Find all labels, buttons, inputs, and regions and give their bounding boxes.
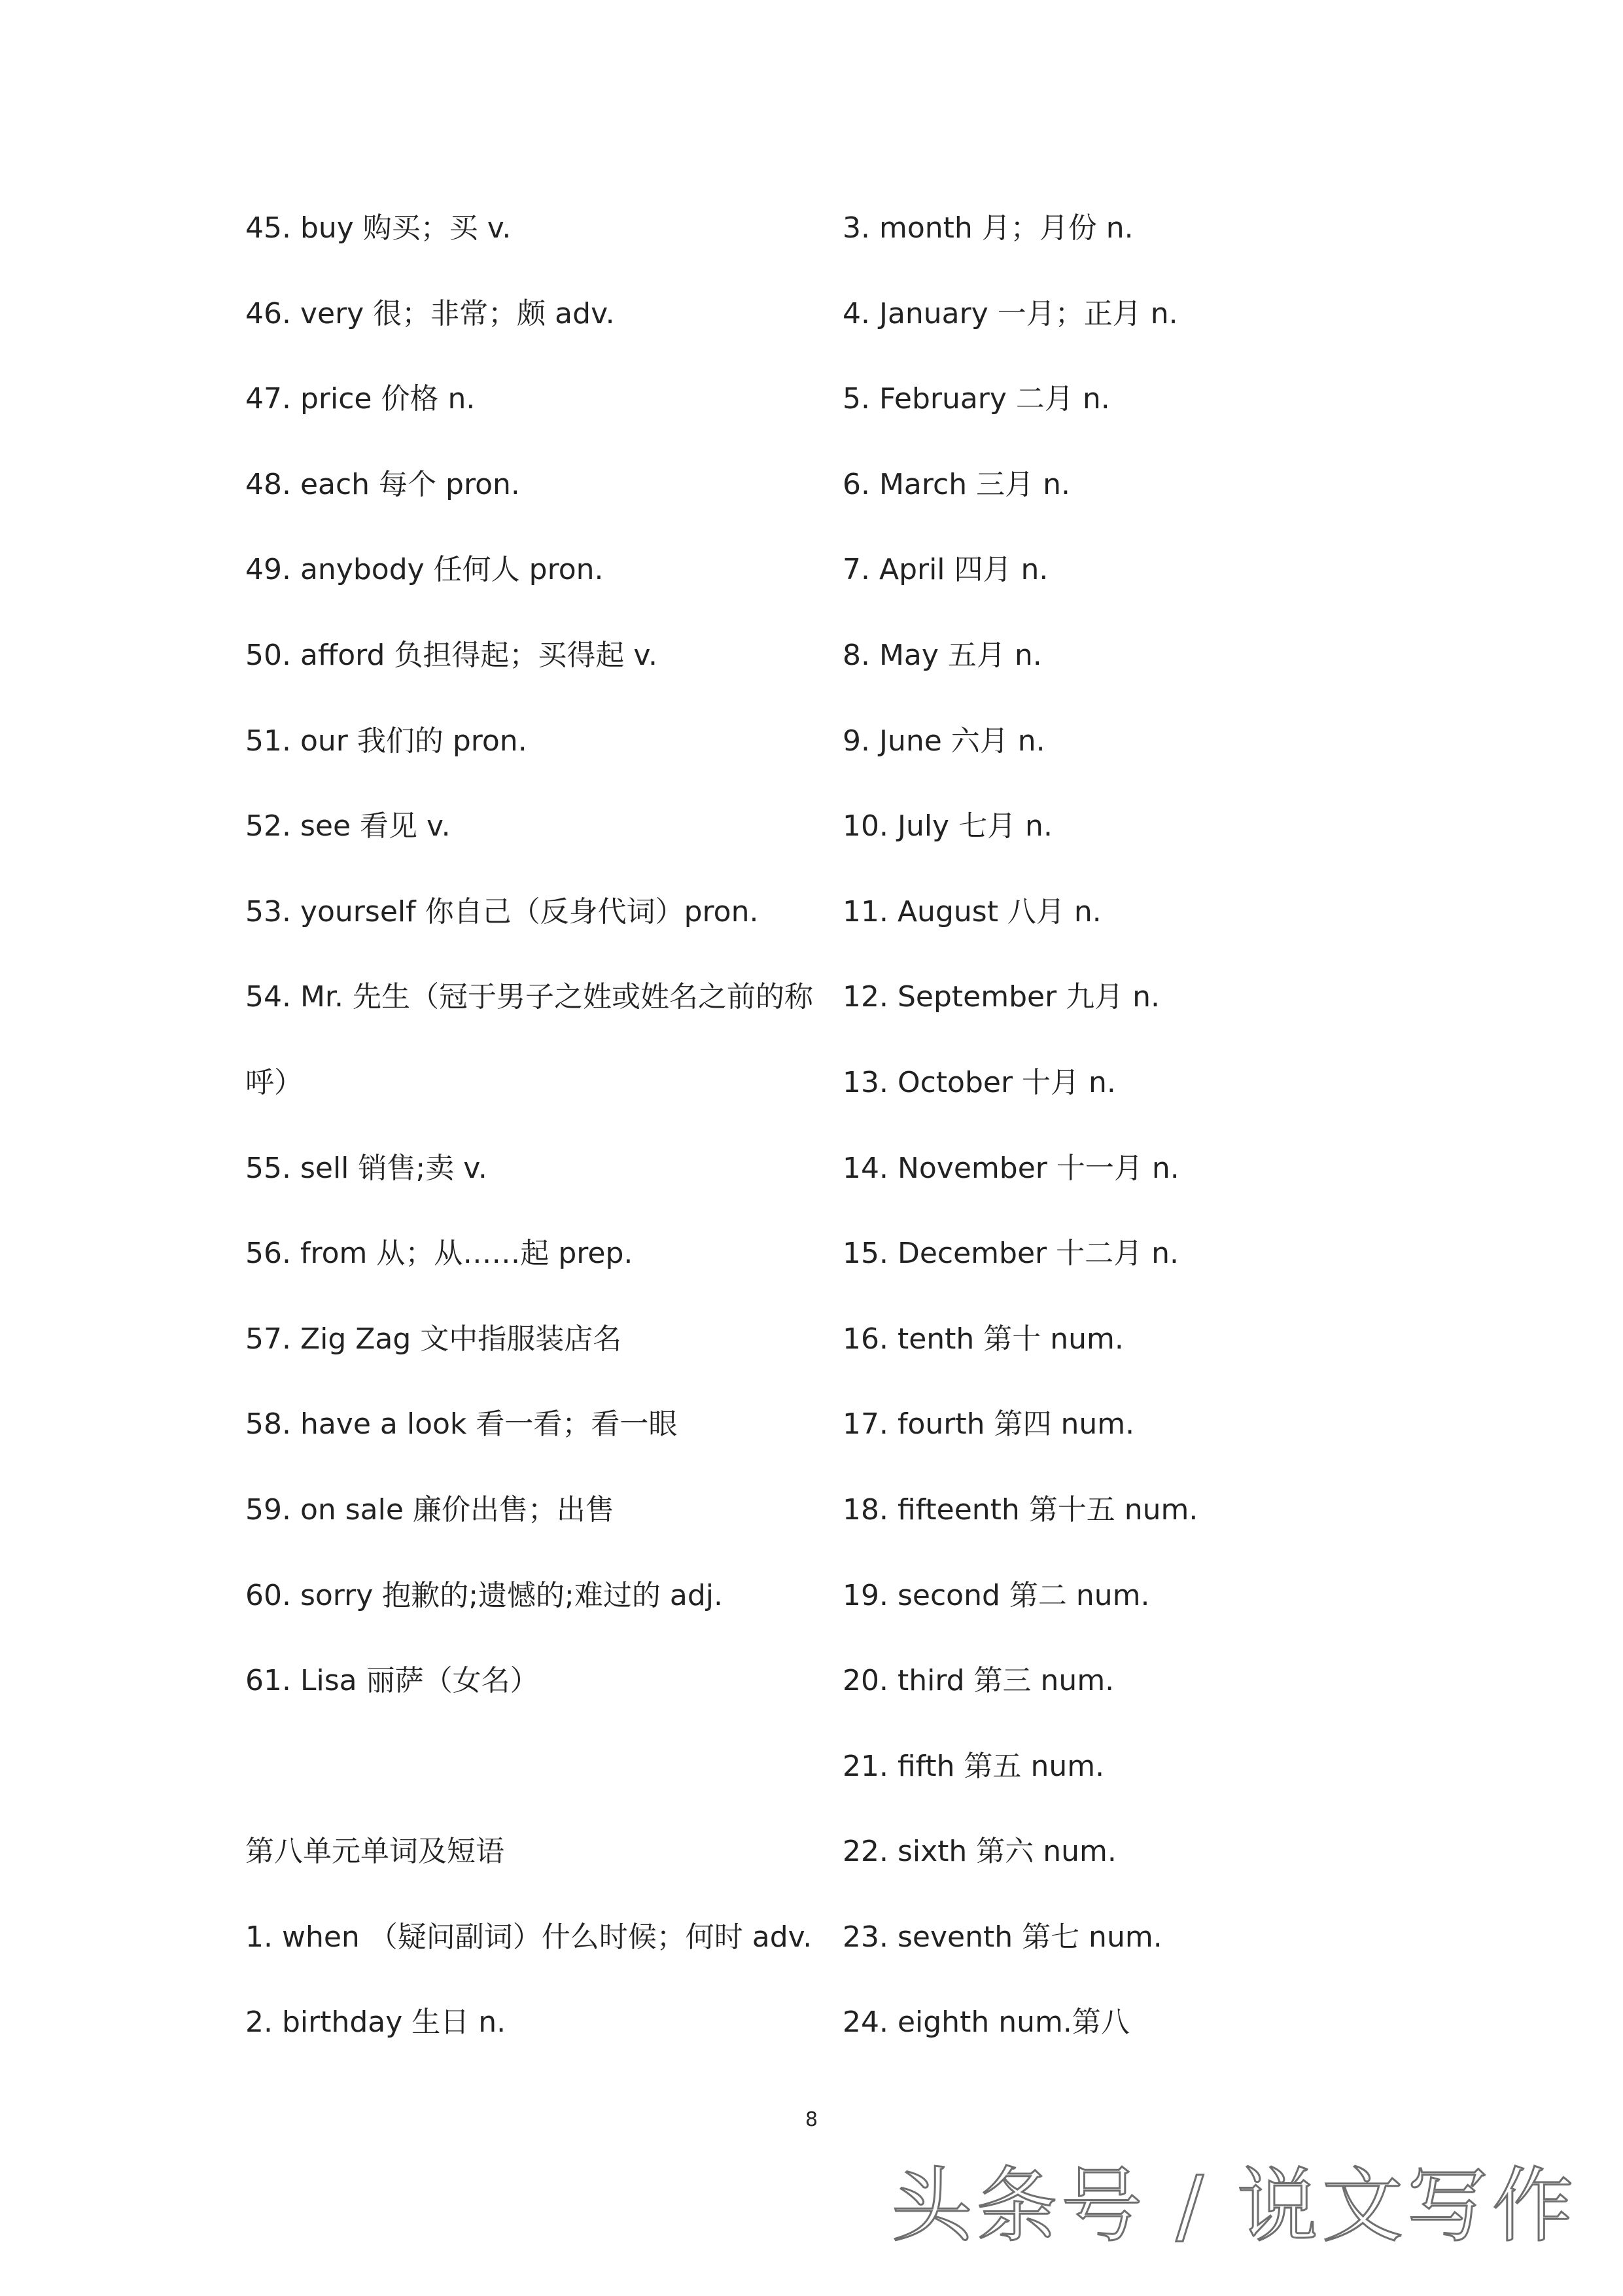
vocab-line: 20. third 第三 num. <box>843 1664 1115 1698</box>
vocab-line: 60. sorry 抱歉的;遗憾的;难过的 adj. <box>245 1578 723 1612</box>
vocab-line: 23. seventh 第七 num. <box>843 1920 1162 1954</box>
vocab-line: 4. January 一月；正月 n. <box>843 296 1178 330</box>
vocab-line: 14. November 十一月 n. <box>843 1151 1179 1185</box>
vocab-line: 59. on sale 廉价出售；出售 <box>245 1492 614 1527</box>
vocab-line: 47. price 价格 n. <box>245 382 476 416</box>
vocab-line: 1. when （疑问副词）什么时候；何时 adv. <box>245 1920 812 1954</box>
vocab-line: 56. from 从；从……起 prep. <box>245 1237 633 1271</box>
vocab-line: 12. September 九月 n. <box>843 980 1161 1014</box>
vocab-line: 11. August 八月 n. <box>843 894 1102 928</box>
vocab-line: 2. birthday 生日 n. <box>245 2005 506 2040</box>
blank-line <box>245 1752 808 1838</box>
vocab-line: 55. sell 销售;卖 v. <box>245 1151 487 1185</box>
vocab-line: 6. March 三月 n. <box>843 467 1070 501</box>
vocab-line: 5. February 二月 n. <box>843 382 1110 416</box>
vocab-line: 16. tenth 第十 num. <box>843 1322 1124 1356</box>
vocab-line: 3. month 月；月份 n. <box>843 211 1134 245</box>
vocab-line: 18. fifteenth 第十五 num. <box>843 1492 1198 1527</box>
vocab-line: 13. October 十月 n. <box>843 1065 1116 1099</box>
section-heading: 第八单元单词及短语 <box>245 1835 504 1869</box>
vocab-line-continued: 呼） <box>245 1065 303 1099</box>
vocab-line: 53. yourself 你自己（反身代词）pron. <box>245 894 759 928</box>
vocab-line: 19. second 第二 num. <box>843 1578 1150 1612</box>
vocab-line: 49. anybody 任何人 pron. <box>245 553 604 587</box>
vocab-line: 48. each 每个 pron. <box>245 467 520 501</box>
vocab-line: 7. April 四月 n. <box>843 553 1049 587</box>
vocab-line: 9. June 六月 n. <box>843 724 1045 758</box>
vocab-line: 45. buy 购买；买 v. <box>245 211 512 245</box>
vocab-line: 58. have a look 看一看；看一眼 <box>245 1407 678 1441</box>
vocab-line: 46. very 很；非常；颇 adv. <box>245 296 615 330</box>
vocab-line: 61. Lisa 丽萨（女名） <box>245 1664 539 1698</box>
vocab-line: 54. Mr. 先生（冠于男子之姓或姓名之前的称 <box>245 980 813 1014</box>
watermark: 头条号 / 说文写作 <box>891 2159 1577 2253</box>
vocab-line: 22. sixth 第六 num. <box>843 1835 1117 1869</box>
vocab-line: 15. December 十二月 n. <box>843 1237 1179 1271</box>
vocab-line: 52. see 看见 v. <box>245 809 451 843</box>
vocab-line: 57. Zig Zag 文中指服装店名 <box>245 1322 622 1356</box>
vocab-line: 24. eighth num.第八 <box>843 2005 1130 2040</box>
vocab-line: 8. May 五月 n. <box>843 638 1042 672</box>
vocab-line: 50. afford 负担得起；买得起 v. <box>245 638 657 672</box>
page-number: 8 <box>805 2108 818 2131</box>
vocab-line: 17. fourth 第四 num. <box>843 1407 1135 1441</box>
vocab-line: 51. our 我们的 pron. <box>245 724 527 758</box>
vocab-line: 10. July 七月 n. <box>843 809 1053 843</box>
right-column <box>843 211 1405 2094</box>
vocab-line: 21. fifth 第五 num. <box>843 1749 1105 1783</box>
left-column <box>245 211 813 2094</box>
